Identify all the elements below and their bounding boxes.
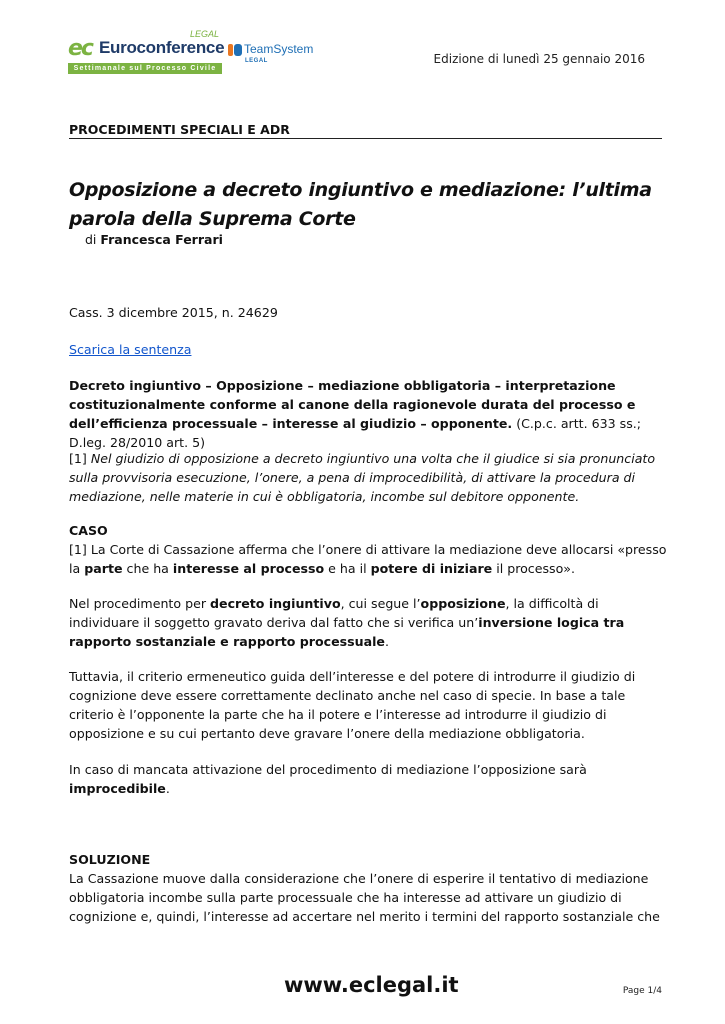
euroconference-logo-mark: ec bbox=[68, 36, 92, 61]
caso-p1-bold: interesse al processo bbox=[172, 561, 325, 576]
caso-p1-text: che ha bbox=[122, 561, 173, 576]
caso-p2-text: . bbox=[384, 634, 389, 649]
section-label: PROCEDIMENTI SPECIALI E ADR bbox=[69, 122, 290, 137]
logo-legal-label: LEGAL bbox=[190, 29, 220, 39]
caso-p1-text: il processo». bbox=[492, 561, 576, 576]
caso-p2-text: , la difficoltà di individuare il soggetto gravato deriva dal fatto che si verifica un’ bbox=[69, 596, 599, 630]
caso-p2-text: , cui segue l’ bbox=[340, 596, 421, 611]
caso-p1-bold: parte bbox=[84, 561, 123, 576]
article-title: Opposizione a decreto ingiuntivo e mediazione: l’ultima parola della Suprema Corte bbox=[69, 179, 652, 230]
caso-paragraph-3: Tuttavia, il criterio ermeneutico guida dell’interesse e del potere di introdurre il giudizio di cognizione deve essere correttamente declinato anche nel caso di specie. In base a tale criterio è l’opponente la parte che ha il potere e l’interesse ad introdurre il giudizio di opposizione e su cui pertanto deve gravare l’onere della mediazione obbligatoria. bbox=[69, 669, 636, 741]
caso-p1-text: [1] La Corte di Cassazione afferma che l’onere di attivare la mediazione deve allocarsi «presso la bbox=[69, 542, 667, 576]
download-sentence-link[interactable]: Scarica la sentenza bbox=[69, 342, 192, 357]
logo-tagline-bar: Settimanale sul Processo Civile bbox=[68, 63, 222, 74]
note-text: Nel giudizio di opposizione a decreto ingiuntivo una volta che il giudice si sia pronunciato sulla provvisoria esecuzione, l’onere, a pena di improcedibilità, di attivare la procedura di mediazione, nelle materie in cui è obbligatoria, incombe sul debitore opponente. bbox=[69, 451, 656, 504]
caso-p2-bold: opposizione bbox=[420, 596, 506, 611]
caso-section bbox=[69, 521, 669, 578]
caso-p4-text: . bbox=[165, 781, 170, 796]
caso-p1-text: e ha il bbox=[324, 561, 371, 576]
massima-refs: (C.p.c. artt. 633 ss.; D.leg. 28/2010 art. 5) bbox=[69, 416, 642, 450]
euroconference-logo-name: Euroconference bbox=[99, 38, 225, 57]
section-divider bbox=[69, 138, 662, 139]
caso-p2-bold: decreto ingiuntivo bbox=[210, 596, 341, 611]
byline-prefix: di bbox=[85, 232, 97, 247]
caso-p1-bold: potere di iniziare bbox=[370, 561, 493, 576]
footer-website: www.eclegal.it bbox=[284, 973, 459, 997]
teamsystem-logo-sub: LEGAL bbox=[245, 58, 268, 64]
caso-p2-bold: inversione logica tra rapporto sostanziale e rapporto processuale bbox=[69, 615, 625, 649]
principle-note bbox=[69, 449, 669, 506]
soluzione-section bbox=[69, 850, 669, 926]
case-citation: Cass. 3 dicembre 2015, n. 24629 bbox=[69, 305, 278, 320]
soluzione-heading: SOLUZIONE bbox=[69, 852, 151, 867]
caso-paragraph-2 bbox=[69, 594, 669, 651]
caso-heading: CASO bbox=[69, 523, 108, 538]
massima-keywords: Decreto ingiuntivo – Opposizione – mediazione obbligatoria – interpretazione costituzionalmente conforme al canone della ragionevole durata del processo e dell’efficienza processuale – interesse al giudizio – opponente. bbox=[69, 378, 636, 431]
caso-p2-text: Nel procedimento per bbox=[69, 596, 211, 611]
teamsystem-logo-icon bbox=[228, 43, 242, 57]
teamsystem-logo-name: TeamSystem bbox=[244, 42, 314, 56]
edition-date: Edizione di lunedì 25 gennaio 2016 bbox=[433, 52, 645, 66]
caso-p4-bold: improcedibile bbox=[69, 781, 166, 796]
caso-p4-text: In caso di mancata attivazione del procedimento di mediazione l’opposizione sarà bbox=[69, 762, 587, 777]
author-name: Francesca Ferrari bbox=[100, 232, 223, 247]
massima bbox=[69, 376, 669, 452]
page-number: Page 1/4 bbox=[622, 986, 662, 996]
note-number: [1] bbox=[69, 451, 87, 466]
soluzione-paragraph-1: La Cassazione muove dalla considerazione che l’onere di esperire il tentativo di mediazione obbligatoria incombe sulla parte processuale che ha interesse ad attivare un giudizio di cognizione e, quindi, l’interesse ad accertare nel merito i termini del rapporto sostanziale che bbox=[69, 871, 660, 924]
download-link-row bbox=[69, 340, 669, 359]
byline bbox=[85, 232, 223, 247]
caso-paragraph-4 bbox=[69, 760, 669, 798]
